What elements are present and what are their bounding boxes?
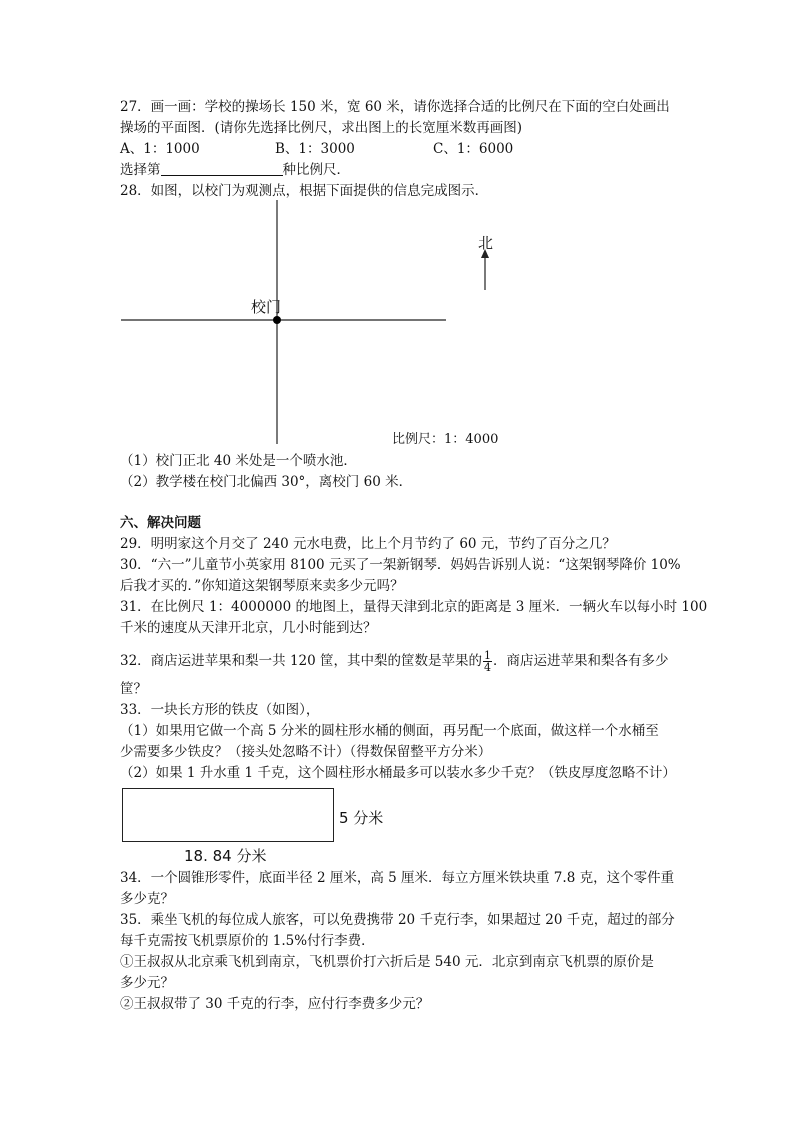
q30-line2: 后我才买的．”你知道这架钢琴原来卖多少元吗？ [120,578,404,594]
north-label: 北 [478,234,494,252]
q27-choose-suffix: 种比例尺． [282,162,350,178]
q33-line3: 少需要多少铁皮？（接头处忽略不计）（得数保留整平方分米） [120,744,492,760]
q32-line2: 筐？ [120,681,147,697]
fraction-numerator: 1 [484,649,492,662]
iron-sheet-rectangle [122,788,334,842]
q29-text: 29．明明家这个月交了 240 元水电费，比上个月节约了 60 元，节约了百分之几？ [120,536,616,552]
section-title: 六、解决问题 [120,515,201,531]
fraction-denominator: 4 [484,661,492,674]
q33-line1: 33．一块长方形的铁皮（如图）， [120,702,320,718]
q28-diagram [0,0,794,460]
gate-label: 校门 [251,298,282,316]
q31-line2: 千米的速度从天津开北京，几小时能到达？ [120,620,377,636]
q27-line1: 27．画一画：学校的操场长 150 米，宽 60 米，请你选择合适的比例尺在下面的空白处画出 [120,99,670,115]
q27-line2: 操场的平面图．(请你先选择比例尺，求出图上的长宽厘米数再画图) [120,120,523,136]
q31-line1: 31．在比例尺 1：4000000 的地图上，量得天津到北京的距离是 3 厘米．一辆火车以每小时 100 [120,599,708,615]
q35-line1: 35．乘坐飞机的每位成人旅客，可以免费携带 20 千克行李，如果超过 20 千克，超过的部分 [120,912,675,928]
gate-point [273,316,281,324]
q28-item1: （1）校门正北 40 米处是一个喷水池． [120,453,357,469]
q27-option-c: C、1：6000 [433,141,514,157]
q27-option-b: B、1：3000 [275,141,355,157]
q33-line4: （2）如果 1 升水重 1 千克，这个圆柱形水桶最多可以装水多少千克？（铁皮厚度忽略不计） [120,765,676,781]
q32-line1 [120,650,669,673]
q34-line2: 多少克？ [120,891,174,907]
q27-choose-prefix: 选择第 [120,162,161,178]
width-label: 18. 84 分米 [184,847,267,865]
q32-fraction [483,650,492,673]
q32-part1: 32．商店运进苹果和梨一共 120 筐，其中梨的筐数是苹果的 [120,653,483,669]
q35-line3: ①王叔叔从北京乘飞机到南京，飞机票价打六折后是 540 元．北京到南京飞机票的原价是 [120,954,654,970]
q32-part2: ．商店运进苹果和梨各有多少 [493,653,669,669]
q33-line2: （1）如果用它做一个高 5 分米的圆柱形水桶的侧面，再另配一个底面，做这样一个水桶至 [120,723,659,739]
q28-item2: （2）教学楼在校门北偏西 30°，离校门 60 米． [120,474,413,490]
scale-label: 比例尺：1：4000 [392,432,499,447]
height-label: 5 分米 [339,809,384,827]
q35-line4: 多少元？ [120,975,174,991]
q35-line5: ②王叔叔带了 30 千克的行李，应付行李费多少元？ [120,996,430,1012]
q34-line1: 34．一个圆锥形零件，底面半径 2 厘米，高 5 厘米．每立方厘米铁块重 7.8 克，这个零件重 [120,870,675,886]
q27-option-a: A、1：1000 [120,141,200,157]
q30-line1: 30．“六一”儿童节小英家用 8100 元买了一架新钢琴．妈妈告诉别人说：“这架钢琴降价 10% [120,557,681,573]
q28-text: 28．如图，以校门为观测点，根据下面提供的信息完成图示． [120,183,489,199]
q35-line2: 每千克需按飞机票原价的 1.5%付行李费． [120,933,375,949]
